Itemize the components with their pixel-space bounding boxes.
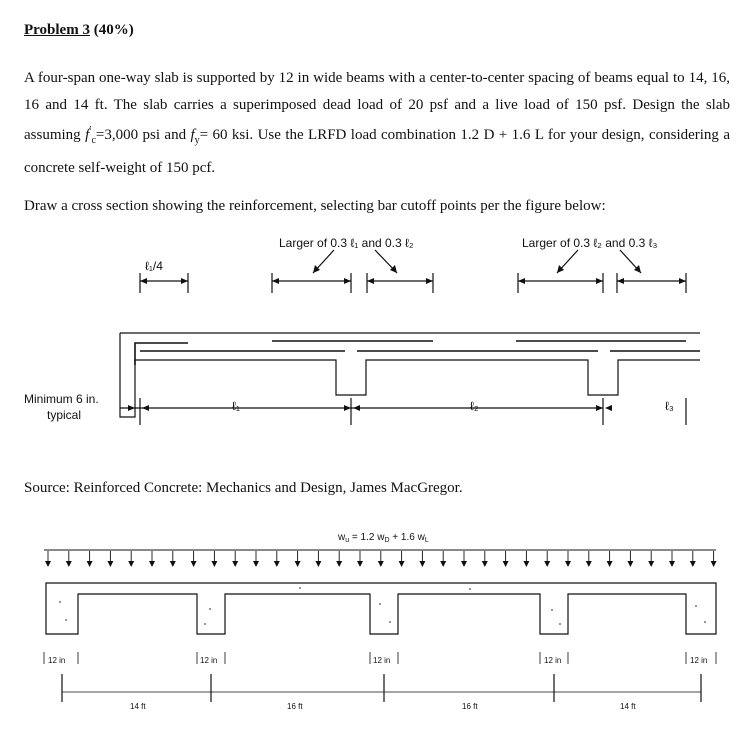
- instruction-text: Draw a cross section showing the reinforcement, selecting bar cutoff points per the figure below:: [24, 198, 606, 214]
- fy-value: = 60 ksi. Use the LRFD load combination 1.2 D + 1.6 L for your design, considering a concrete self-weight of 150 pcf.: [24, 127, 730, 176]
- top-bar-end: [135, 343, 188, 365]
- beam-width-label: 12 in: [200, 656, 218, 665]
- fc-subscript: c: [91, 135, 96, 146]
- span-length-label: 14 ft: [130, 702, 146, 711]
- problem-heading-label: Problem 3: [24, 22, 90, 38]
- label-left-support: Larger of 0.3 ℓ₁ and 0.3 ℓ₂: [279, 236, 414, 250]
- span-label-1: ℓ₁: [232, 399, 240, 413]
- load-arrows: [45, 551, 717, 567]
- span-label-3: ℓ₃: [665, 399, 674, 413]
- label-span1-quarter: ℓ₁/4: [145, 259, 163, 273]
- source-citation: Source: Reinforced Concrete: Mechanics and Design, James MacGregor.: [24, 480, 463, 496]
- span-length-label: 14 ft: [620, 702, 636, 711]
- slab-outline: [120, 333, 700, 417]
- fc-prime: ′: [89, 125, 92, 136]
- beam-width-label: 12 in: [690, 656, 708, 665]
- fy-symbol: f: [190, 127, 195, 143]
- problem-statement-text: A four-span one-way slab is supported by 12 in wide beams with a center-to-center spacing of beams equal to 14, 16, 16 and 14 ft. The slab carries a superimposed dead load of 20 psf and a live load of 150 psf. Design the slab assuming: [24, 70, 730, 143]
- label-min-line2: typical: [47, 408, 82, 422]
- span-label-2: ℓ₂: [470, 399, 479, 413]
- label-min-line1: Minimum 6 in.: [24, 392, 99, 406]
- label-right-support: Larger of 0.3 ℓ₂ and 0.3 ℓ₃: [522, 236, 658, 250]
- fy-subscript: y: [194, 135, 200, 146]
- fc-symbol: f: [85, 127, 90, 143]
- slab-section: [46, 583, 716, 634]
- load-label: $w_u = 1.2$ $w_D + 1.6$ $w_L$: [338, 532, 429, 544]
- problem-heading-weight: (40%): [89, 22, 134, 38]
- cutoff-diagram: [0, 225, 751, 455]
- beam-width-label: 12 in: [544, 656, 562, 665]
- beam-width-label: 12 in: [48, 656, 66, 665]
- loading-diagram: [0, 524, 751, 734]
- span-length-label: 16 ft: [462, 702, 478, 711]
- problem-statement: [24, 65, 730, 181]
- span-length-label: 16 ft: [287, 702, 303, 711]
- fc-value: =3,000 psi and: [95, 127, 191, 143]
- beam-width-label: 12 in: [373, 656, 391, 665]
- problem-heading: [24, 22, 134, 39]
